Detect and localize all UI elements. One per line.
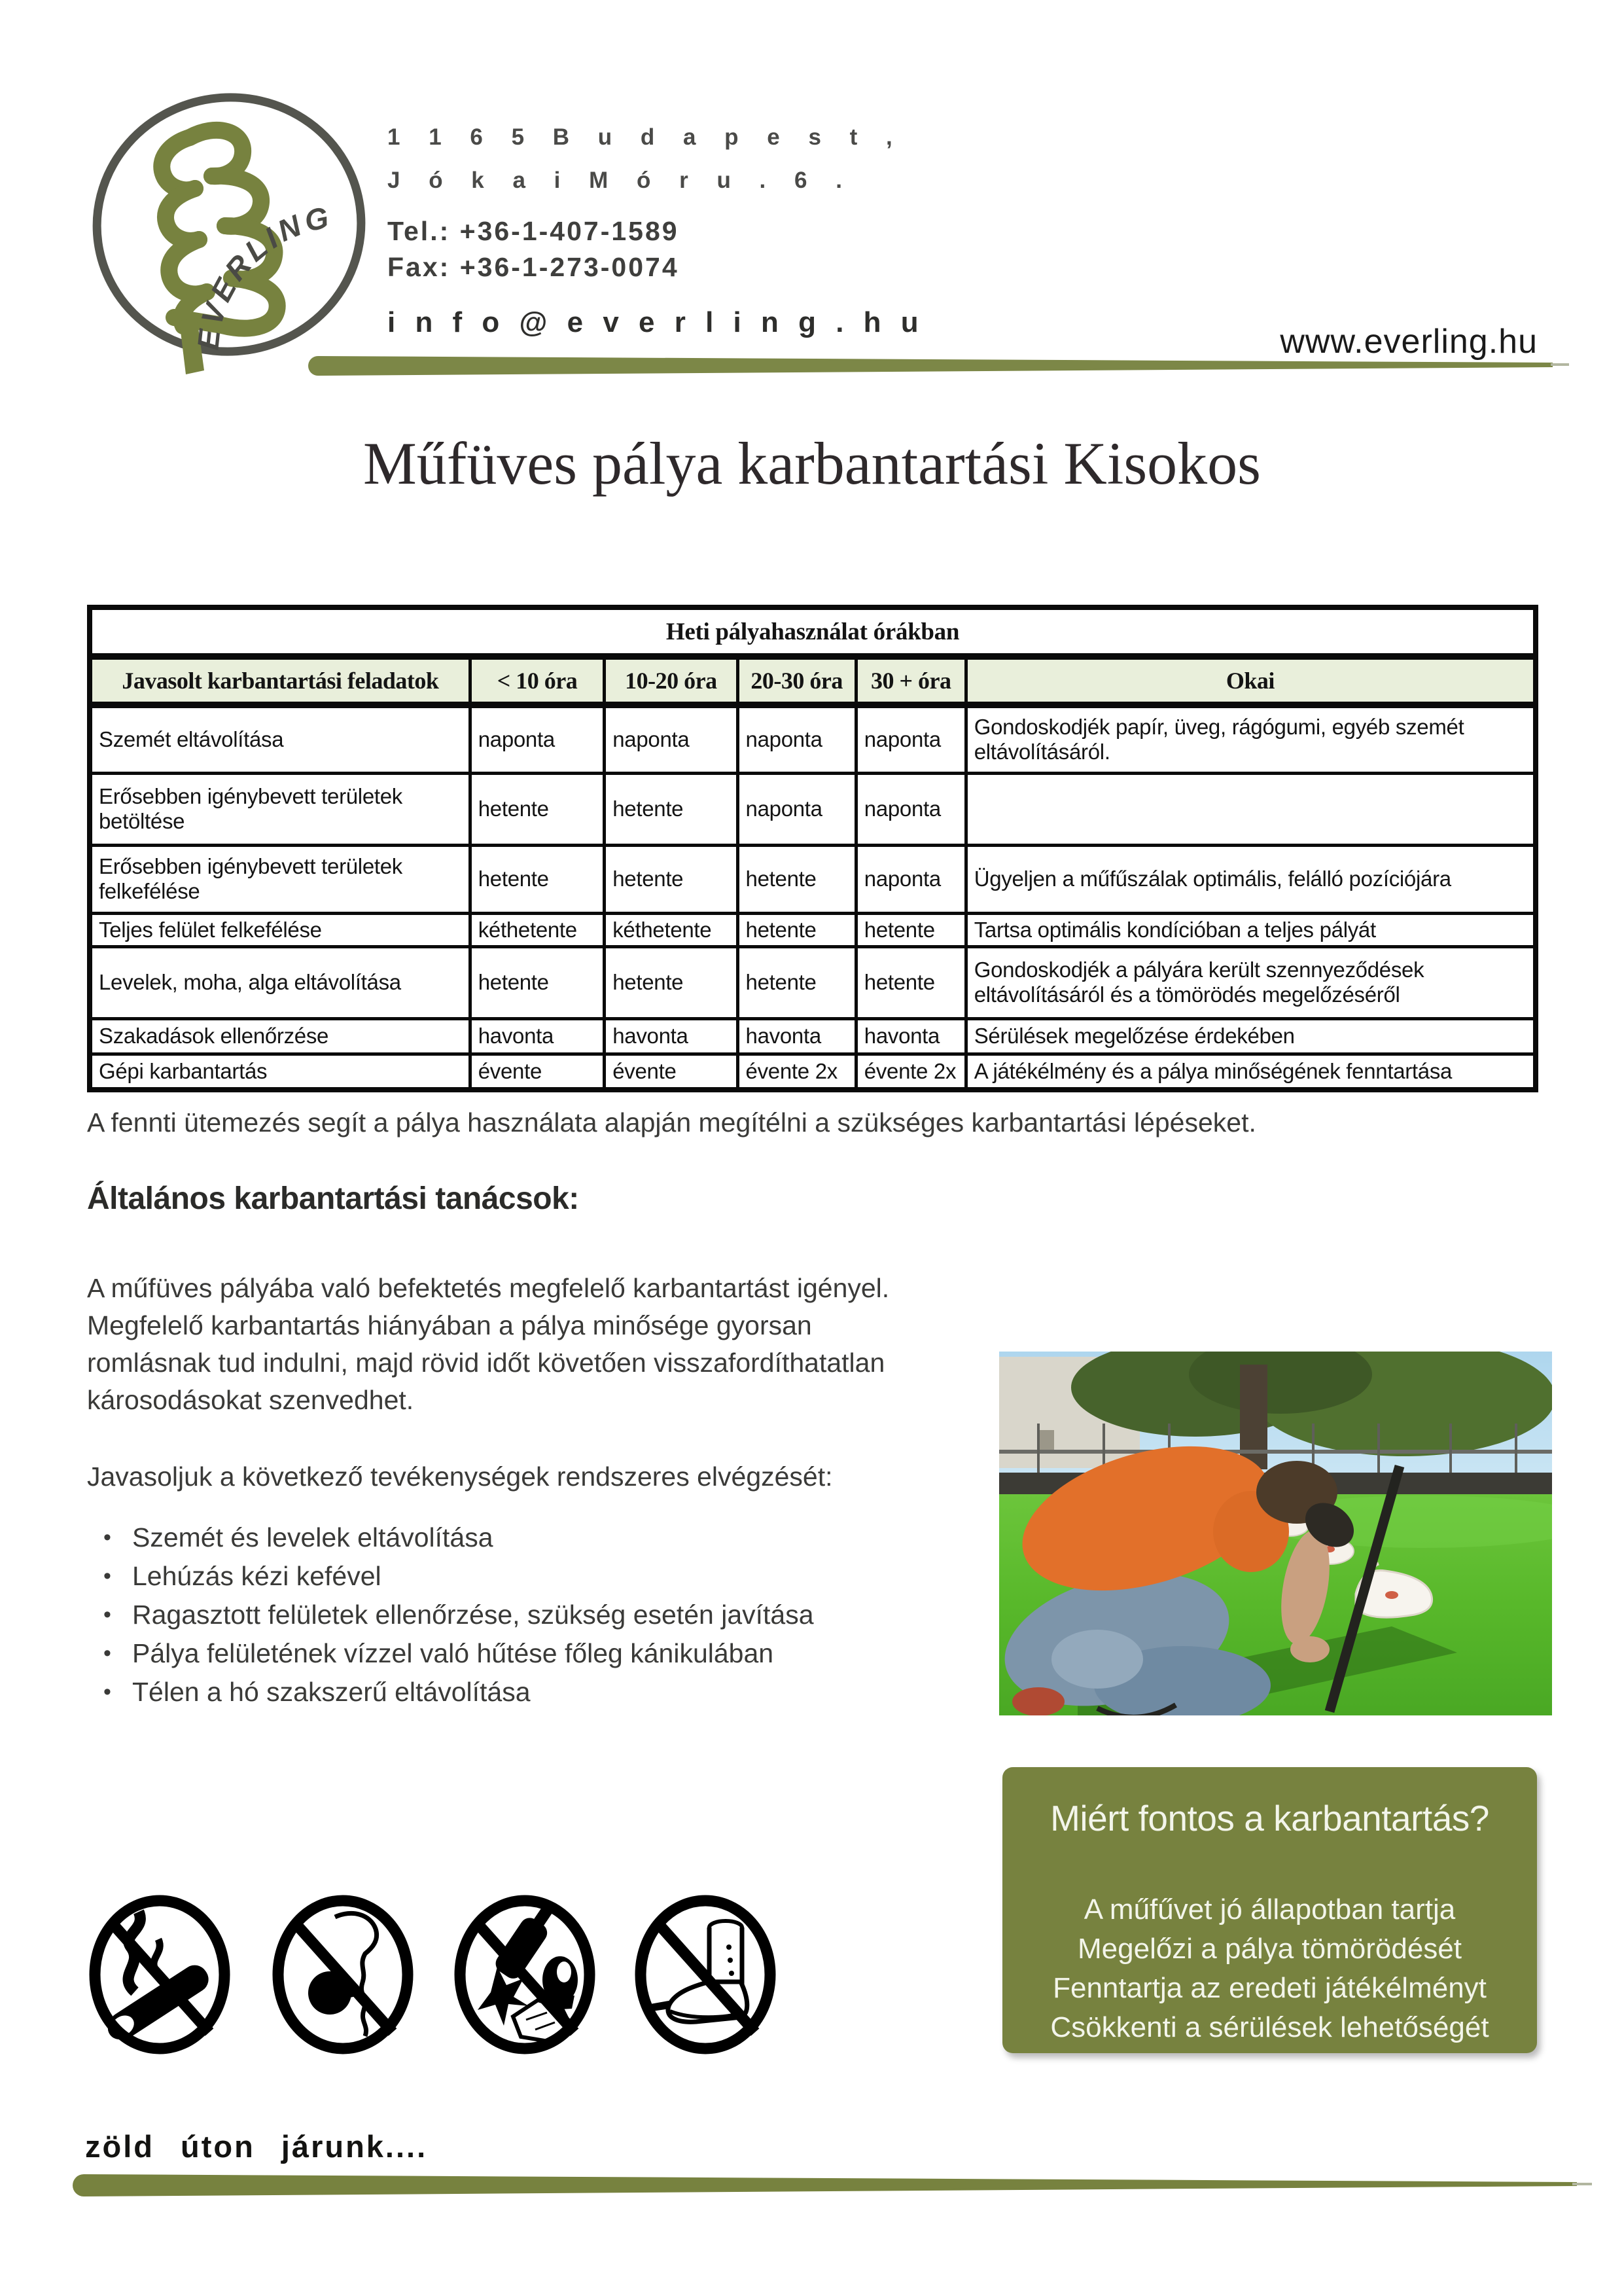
address-line-1: 1 1 6 5 B u d a p e s t ,: [387, 124, 904, 150]
table-row: Erősebben igénybevett területek felkefélése hetente hetente hetente naponta Ügyeljen a műfűszálak optimális, felálló pozíciójára: [90, 845, 1536, 913]
contact-block: [387, 124, 925, 339]
table-row: Szakadások ellenőrzése havonta havonta havonta havonta Sérülések megelőzése érdekében: [90, 1018, 1536, 1054]
table-row: Gépi karbantartás évente évente évente 2x évente 2x A játékélmény és a pálya minőségének fenntartása: [90, 1054, 1536, 1090]
col-header-10-20: 10-20 óra: [605, 656, 737, 705]
header-divider-bar: [306, 355, 1572, 378]
list-item: • Ragasztott felületek ellenőrzése, szükség esetén javítása: [92, 1596, 1008, 1634]
task-cell: Erősebben igénybevett területek betöltése: [90, 773, 470, 845]
no-studded-shoes-icon: [629, 1893, 782, 2056]
why-line: A műfűvet jó állapotban tartja: [1084, 1893, 1456, 1926]
advice-paragraph: A műfüves pályába való befektetés megfelelő karbantartást igényel. Megfelelő karbantartás hiányában a pálya minősége gyorsan romlásnak tud indulni, majd rövid időt követően visszafordíthatatlan károsodásokat szenvedhet.: [87, 1273, 890, 1415]
list-item: • Pálya felületének vízzel való hűtése főleg kánikulában: [92, 1634, 1008, 1673]
reason-cell: Sérülések megelőzése érdekében: [966, 1018, 1536, 1054]
page-title: Műfüves pálya karbantartási Kisokos: [362, 430, 1261, 497]
schedule-note: A fennti ütemezés segít a pálya használata alapján megítélni a szükséges karbantartási lépéseket.: [87, 1107, 1256, 1138]
maintenance-schedule-table: [87, 605, 1538, 1092]
reason-cell: A játékélmény és a pálya minőségének fenntartása: [966, 1054, 1536, 1090]
company-slogan: zöld úton járunk....: [85, 2129, 428, 2164]
table-row: Teljes felület felkefélése kéthetente kéthetente hetente hetente Tartsa optimális kondícióban a teljes pályát: [90, 913, 1536, 946]
task-cell: Szakadások ellenőrzése: [90, 1018, 470, 1054]
table-caption-row: [90, 607, 1536, 656]
table-caption: Heti pályahasználat órákban: [90, 607, 1536, 656]
task-cell: Gépi karbantartás: [90, 1054, 470, 1090]
fax-number: Fax: +36-1-273-0074: [387, 252, 679, 282]
reason-cell: Gondoskodjék papír, üveg, rágógumi, egyéb szemét eltávolításáról.: [966, 705, 1536, 773]
col-header-20-30: 20-30 óra: [737, 656, 856, 705]
why-important-box: [1002, 1767, 1537, 2053]
brand-name: EVERLING: [190, 199, 336, 352]
task-cell: Szemét eltávolítása: [90, 705, 470, 773]
list-item: • Lehúzás kézi kefével: [92, 1557, 1008, 1596]
col-header-reasons: Okai: [966, 656, 1536, 705]
phone-number: Tel.: +36-1-407-1589: [387, 216, 679, 246]
no-chewing-gum-icon: [267, 1893, 419, 2056]
table-row: Erősebben igénybevett területek betöltése hetente hetente naponta naponta: [90, 773, 1536, 845]
email-address: i n f o @ e v e r l i n g . h u: [387, 306, 925, 338]
reason-cell: Tartsa optimális kondícióban a teljes pályát: [966, 913, 1536, 946]
why-box-lines: [1002, 1890, 1537, 2047]
task-cell: Erősebben igénybevett területek felkefélése: [90, 845, 470, 913]
table-row: Levelek, moha, alga eltávolítása hetente hetente hetente hetente Gondoskodjék a pályára került szennyeződések eltávolításáról és a tömörödés megelőzéséről: [90, 946, 1536, 1018]
why-line: Csökkenti a sérülések lehetőségét: [1050, 2011, 1489, 2043]
footer-divider-bar: [71, 2172, 1595, 2199]
table-header-row: [90, 656, 1536, 705]
col-header-lt10: < 10 óra: [470, 656, 605, 705]
everling-logo: [90, 90, 372, 378]
task-cell: Teljes felület felkefélése: [90, 913, 470, 946]
advice-list: [92, 1518, 1008, 1712]
why-line: Fenntartja az eredeti játékélményt: [1053, 1972, 1487, 2004]
no-glass-littering-icon: [449, 1893, 601, 2056]
advice-intro: Javasoljuk a következő tevékenységek rendszeres elvégzését:: [87, 1461, 833, 1492]
reason-cell: [966, 773, 1536, 845]
address-line-2: J ó k a i M ó r u . 6 .: [387, 168, 853, 193]
advice-heading: Általános karbantartási tanácsok:: [87, 1181, 579, 1216]
table-row: Szemét eltávolítása naponta naponta naponta naponta Gondoskodjék papír, üveg, rágógumi, egyéb szemét eltávolításáról.: [90, 705, 1536, 773]
reason-cell: Gondoskodjék a pályára került szennyeződések eltávolításáról és a tömörödés megelőzéséről: [966, 946, 1536, 1018]
col-header-30plus: 30 + óra: [856, 656, 966, 705]
website-url: www.everling.hu: [1280, 323, 1538, 361]
col-header-tasks: Javasolt karbantartási feladatok: [90, 656, 470, 705]
field-maintenance-photo: [999, 1352, 1552, 1715]
list-item: • Télen a hó szakszerű eltávolítása: [92, 1673, 1008, 1712]
reason-cell: Ügyeljen a műfűszálak optimális, felálló pozíciójára: [966, 845, 1536, 913]
why-line: Megelőzi a pálya tömörödését: [1078, 1933, 1462, 1965]
list-item: • Szemét és levelek eltávolítása: [92, 1518, 1008, 1557]
task-cell: Levelek, moha, alga eltávolítása: [90, 946, 470, 1018]
no-smoking-icon: [84, 1893, 236, 2056]
why-box-title: Miért fontos a karbantartás?: [1050, 1798, 1489, 1838]
